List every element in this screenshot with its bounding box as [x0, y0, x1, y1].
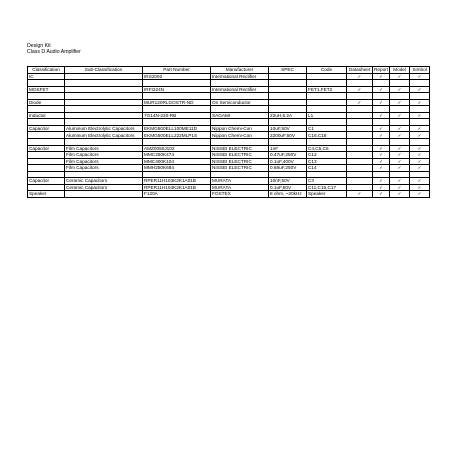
cell-simbol-check: ✓: [410, 152, 430, 159]
cell-classification: Capacitor: [28, 145, 65, 152]
cell-classification: Capacitor: [28, 125, 65, 132]
cell-part-number: MMH250K684: [143, 165, 211, 172]
column-header-part-number: Part Number: [143, 67, 211, 74]
cell-part-number: IRFI224N: [143, 86, 211, 93]
cell-manufacturer: NISSEI ELECTRIC: [211, 145, 269, 152]
cell-report-check: ✓: [373, 165, 390, 172]
cell-report-check: ✓: [373, 145, 390, 152]
cell-code: C12: [307, 152, 347, 159]
cell-code: Speaker: [307, 191, 347, 198]
cell-report-check: ✓: [373, 125, 390, 132]
cell-code: C13: [307, 158, 347, 165]
cell-spec: 1nF: [269, 145, 307, 152]
cell-sub-classification: Ceramic Capacitors: [65, 184, 143, 191]
cell-report-check: ✓: [373, 99, 390, 106]
parts-table-body: [28, 67, 430, 198]
cell-simbol-check: ✓: [410, 184, 430, 191]
cell-part-number: AMZ0050J102: [143, 145, 211, 152]
cell-model-check: ✓: [390, 184, 410, 191]
document-subtitle: Class D Audio Amplifier: [27, 49, 81, 55]
cell-code: C11,C15,C17: [307, 184, 347, 191]
column-header-simbol: Simbol: [410, 67, 430, 74]
cell-model-check: ✓: [390, 152, 410, 159]
cell-part-number: EKMG500ELL222MLP1S: [143, 132, 211, 139]
cell-manufacturer: International Rectifier: [211, 86, 269, 93]
cell-model-check: ✓: [390, 73, 410, 80]
cell-model-check: ✓: [390, 125, 410, 132]
cell-part-number: MMC250K474: [143, 152, 211, 159]
cell-manufacturer: MURATA: [211, 178, 269, 185]
cell-classification: Speaker: [28, 191, 65, 198]
column-header-code: Code: [307, 67, 347, 74]
table-row: [28, 191, 430, 198]
cell-simbol-check: ✓: [410, 125, 430, 132]
column-header-report: Report: [374, 67, 389, 73]
cell-code: C1: [307, 125, 347, 132]
cell-manufacturer: FOSTEX: [211, 191, 269, 198]
table-header-row: [28, 67, 430, 74]
cell-report-check: ✓: [373, 178, 390, 185]
cell-part-number: MUR120RLGOSTR-ND: [143, 99, 211, 106]
cell-report-check: ✓: [373, 184, 390, 191]
cell-code: C14: [307, 165, 347, 172]
cell-spec: 8 ohm, ~20kHz: [269, 191, 307, 198]
column-header-manufacturer: Manufacturer: [211, 67, 269, 74]
cell-code: L1: [307, 112, 347, 119]
cell-simbol-check: ✓: [410, 191, 430, 198]
cell-simbol-check: ✓: [410, 158, 430, 165]
cell-simbol-check: ✓: [410, 73, 430, 80]
cell-datasheet-check: ✓: [347, 73, 373, 80]
parts-table: [27, 66, 430, 198]
cell-model-check: ✓: [390, 99, 410, 106]
cell-classification: Inductor: [28, 112, 65, 119]
cell-sub-classification: Film Capacitors: [65, 165, 143, 172]
cell-part-number: F120A: [143, 191, 211, 198]
cell-spec: 0.1uF,400V: [269, 158, 307, 165]
cell-code: C4,C5,C6: [307, 145, 347, 152]
column-header-classification: Classification: [28, 67, 65, 74]
cell-manufacturer: SAGAMI: [211, 112, 269, 119]
cell-spec: 0.1uF,50V: [269, 184, 307, 191]
cell-classification: IC: [28, 73, 65, 80]
cell-manufacturer: Nippon Chemi-Con: [211, 132, 269, 139]
cell-model-check: ✓: [390, 191, 410, 198]
cell-report-check: ✓: [373, 158, 390, 165]
cell-spec: 10nF,50V: [269, 178, 307, 185]
cell-simbol-check: ✓: [410, 99, 430, 106]
cell-part-number: IRS2092: [143, 73, 211, 80]
cell-simbol-check: ✓: [410, 112, 430, 119]
cell-model-check: ✓: [390, 145, 410, 152]
cell-code: C16,C18: [307, 132, 347, 139]
cell-report-check: ✓: [373, 132, 390, 139]
cell-sub-classification: [65, 191, 143, 198]
cell-sub-classification: Film Capacitors: [65, 158, 143, 165]
cell-simbol-check: ✓: [410, 132, 430, 139]
cell-part-number: MMC400K104: [143, 158, 211, 165]
cell-sub-classification: Film Capacitors: [65, 152, 143, 159]
cell-part-number: 7G14N-220-RB: [143, 112, 211, 119]
cell-code: C3: [307, 178, 347, 185]
cell-sub-classification: Ceramic Capacitors: [65, 178, 143, 185]
column-header-model: Model: [390, 67, 410, 74]
cell-sub-classification: Aluminum Electrolytic Capacitors: [65, 132, 143, 139]
cell-report-check: ✓: [373, 112, 390, 119]
cell-report-check: ✓: [373, 73, 390, 80]
cell-manufacturer: NISSEI ELECTRIC: [211, 158, 269, 165]
cell-code: FET1,FET2: [307, 86, 347, 93]
cell-part-number: EKMG500ELL100ME11D: [143, 125, 211, 132]
cell-spec: 10uF,50V: [269, 125, 307, 132]
cell-simbol-check: ✓: [410, 145, 430, 152]
cell-simbol-check: ✓: [410, 178, 430, 185]
cell-spec: 0.47uF,250V: [269, 152, 307, 159]
cell-datasheet-check: ✓: [347, 191, 373, 198]
column-header-datasheet: Datasheet: [347, 67, 373, 74]
cell-report-check: ✓: [373, 152, 390, 159]
cell-datasheet-check: ✓: [347, 86, 373, 93]
cell-model-check: ✓: [390, 112, 410, 119]
cell-manufacturer: MURATA: [211, 184, 269, 191]
cell-model-check: ✓: [390, 86, 410, 93]
cell-manufacturer: Nippon Chemi-Con: [211, 125, 269, 132]
column-header-spec: SPEC: [269, 67, 307, 74]
cell-spec: 0.68uF,250V: [269, 165, 307, 172]
cell-model-check: ✓: [390, 132, 410, 139]
cell-simbol-check: ✓: [410, 86, 430, 93]
cell-report-check: ✓: [373, 191, 390, 198]
cell-sub-classification: Aluminum Electrolytic Capacitors: [65, 125, 143, 132]
cell-sub-classification: Film Capacitors: [65, 145, 143, 152]
cell-manufacturer: On Semiconductor: [211, 99, 269, 106]
cell-model-check: ✓: [390, 178, 410, 185]
cell-model-check: ✓: [390, 158, 410, 165]
cell-spec: 22uH,5.2A: [269, 112, 307, 119]
column-header-sub-classification: Sub-Classification: [65, 67, 143, 74]
document-title: Design Kit: [27, 43, 51, 49]
cell-manufacturer: NISSEI ELECTRIC: [211, 165, 269, 172]
cell-report-check: ✓: [373, 86, 390, 93]
cell-part-number: RPER11H104K2K1A01B: [143, 184, 211, 191]
cell-datasheet-check: ✓: [347, 99, 373, 106]
cell-spec: 2200uF,50V: [269, 132, 307, 139]
cell-part-number: RPER11H103K2K1A01B: [143, 178, 211, 185]
cell-manufacturer: International Rectifier: [211, 73, 269, 80]
cell-classification: MOSFET: [28, 86, 65, 93]
cell-manufacturer: NISSEI ELECTRIC: [211, 152, 269, 159]
cell-classification: Diode: [28, 99, 65, 106]
cell-simbol-check: ✓: [410, 165, 430, 172]
cell-model-check: ✓: [390, 165, 410, 172]
cell-classification: Capacitor: [28, 178, 65, 185]
